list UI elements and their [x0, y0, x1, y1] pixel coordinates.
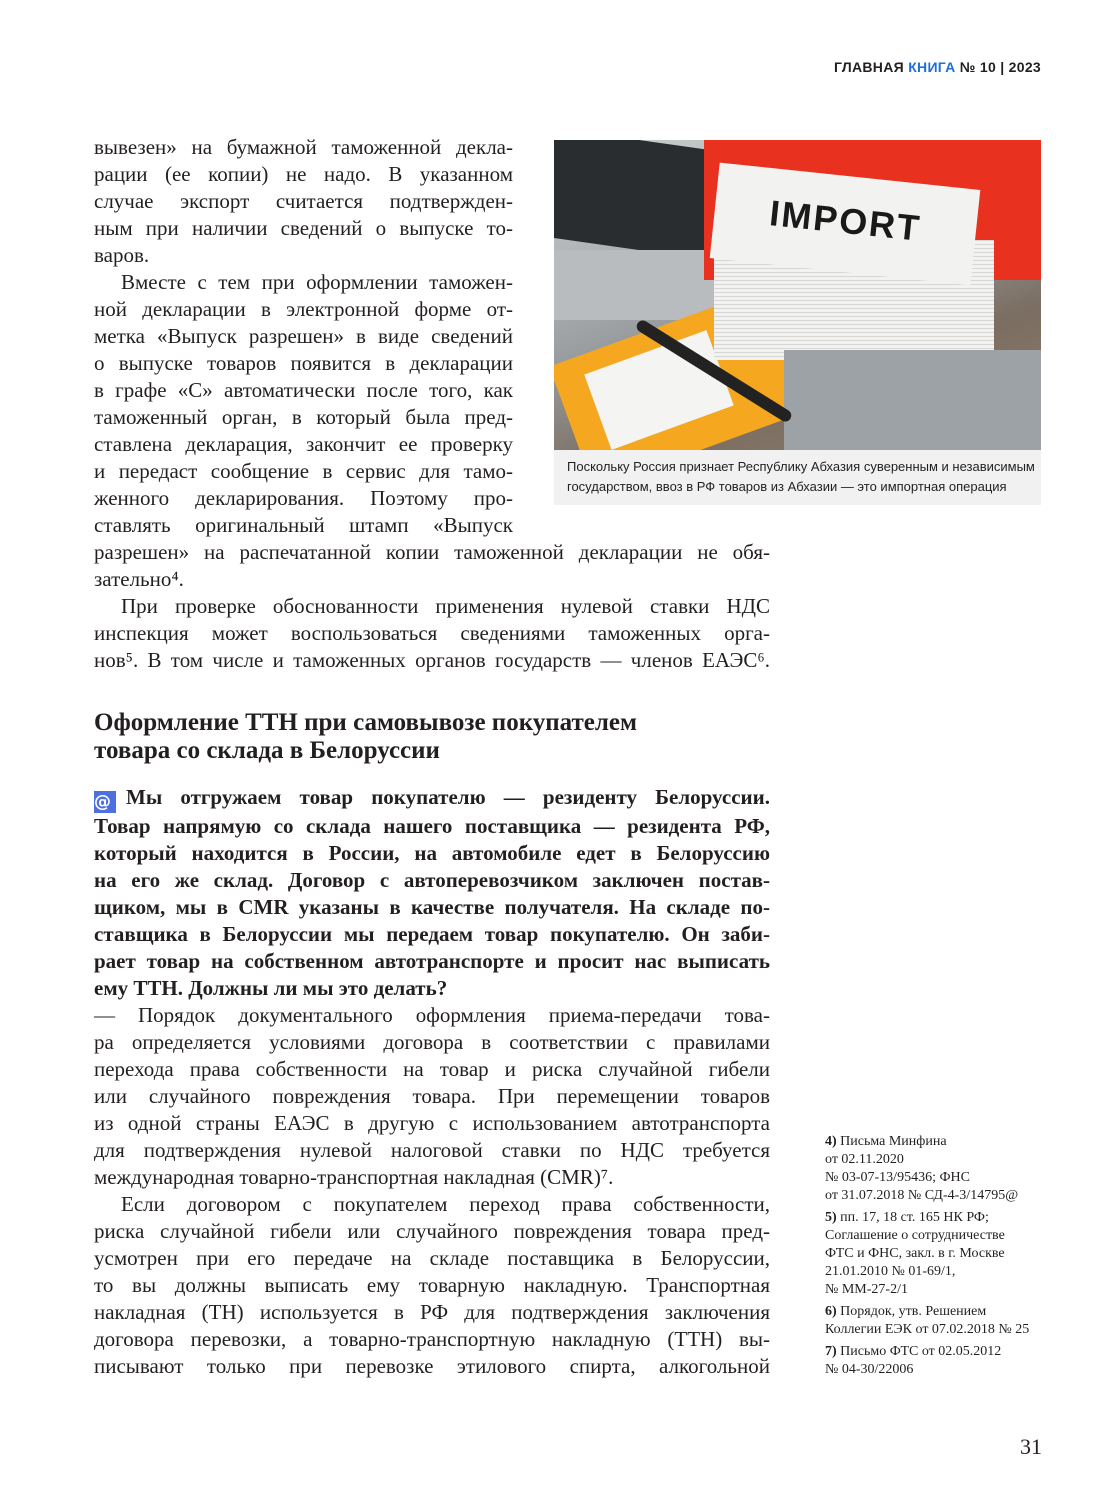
- footnote-6: [825, 1303, 1055, 1339]
- footnote-number: 4): [825, 1134, 837, 1149]
- text-line: в графе «С» автоматически после того, как: [94, 378, 513, 402]
- text-line: ным при наличии сведений о выпуске то-: [94, 216, 513, 240]
- text-line: метка «Выпуск разрешен» в виде сведений: [94, 324, 513, 348]
- text-line: ставлена декларация, закончит ее проверку: [94, 432, 513, 456]
- ring-mechanism: [784, 350, 1041, 450]
- footnote-line: Соглашение о сотрудничестве: [825, 1228, 1005, 1243]
- text-line: таможенный орган, в который была пред-: [94, 405, 513, 429]
- import-binder-photo: [554, 140, 1041, 450]
- text-line: ра определяется условиями договора в соответствии с правилами: [94, 1030, 770, 1054]
- text-line: и передаст сообщение в сервис для тамо-: [94, 459, 513, 483]
- paragraph-3: [94, 593, 770, 674]
- text-line: Вместе с тем при оформлении таможен-: [121, 270, 513, 294]
- heading-line: Оформление ТТН при самовывозе покупателем: [94, 709, 638, 736]
- text-line: то вы должны выписать ему товарную накладную. Транспортная: [94, 1273, 770, 1297]
- footnote-line: № 04-30/22006: [825, 1362, 914, 1377]
- footnote-line: от 31.07.2018 № СД-4-3/14795@: [825, 1188, 1019, 1203]
- section-heading: [94, 709, 774, 765]
- text-line: случае экспорт считается подтвержден-: [94, 189, 513, 213]
- text-line: инспекция может воспользоваться сведениями таможенных орга-: [94, 621, 770, 645]
- text-line: женного декларирования. Поэтому про-: [94, 486, 513, 510]
- text-line: договора перевозки, а товарно-транспортную накладную (ТТН) вы-: [94, 1327, 770, 1351]
- footnote-line: № ММ-27-2/1: [825, 1282, 908, 1297]
- text-line: ему ТТН. Должны ли мы это делать?: [94, 976, 448, 1000]
- text-line: на его же склад. Договор с автоперевозчиком заключен постав-: [94, 868, 770, 892]
- footnote-line: от 02.11.2020: [825, 1152, 904, 1167]
- footnote-7: [825, 1343, 1055, 1379]
- footnote-line: 21.01.2010 № 01-69/1,: [825, 1264, 956, 1279]
- photo-caption: [554, 450, 1041, 505]
- text-line: перехода права собственности на товар и риска случайной гибели: [94, 1057, 770, 1081]
- footnote-number: 7): [825, 1344, 837, 1359]
- footnote-line: № 03-07-13/95436; ФНС: [825, 1170, 970, 1185]
- text-line: Если договором с покупателем переход права собственности,: [121, 1192, 770, 1216]
- caption-line: государством, ввоз в РФ товаров из Абхазии — это импортная операция: [567, 479, 1007, 494]
- text-line: щиком, мы в CMR указаны в качестве получателя. На складе по-: [94, 895, 770, 919]
- text-line: — Порядок документального оформления приема-передачи това-: [94, 1003, 770, 1027]
- text-line: усмотрен при его передаче на складе поставщика в Белоруссии,: [94, 1246, 770, 1270]
- text-line: риска случайной гибели или случайного повреждения товара пред-: [94, 1219, 770, 1243]
- running-header: [834, 59, 1041, 75]
- text-line: зательно⁴.: [94, 567, 184, 591]
- text-line: из одной страны ЕАЭС в другую с использованием автотранспорта: [94, 1111, 770, 1135]
- text-line: варов.: [94, 243, 150, 267]
- text-line: который находится в России, на автомобиле едет в Белоруссию: [94, 841, 770, 865]
- footnote-number: 5): [825, 1210, 837, 1225]
- brand-part-accent: КНИГА: [908, 59, 956, 75]
- answer-paragraph-1: [94, 1002, 770, 1191]
- text-line: накладная (ТН) используется в РФ для подтверждения заключения: [94, 1300, 770, 1324]
- text-line: При проверке обоснованности применения нулевой ставки НДС: [121, 594, 770, 618]
- text-line: о выпуске товаров появится в декларации: [94, 351, 513, 375]
- issue-number: № 10 | 2023: [959, 59, 1041, 75]
- footnote-number: 6): [825, 1304, 837, 1319]
- laptop-shape: [554, 140, 724, 262]
- text-line: писывают только при перевозке этилового спирта, алкогольной: [94, 1354, 770, 1378]
- binder-label: IMPORT: [710, 163, 981, 286]
- footnote-line: Письма Минфина: [840, 1134, 947, 1149]
- text-line: или случайного повреждения товара. При перемещении товаров: [94, 1084, 770, 1108]
- text-line: вывезен» на бумажной таможенной декла-: [94, 135, 513, 159]
- footnote-line: ФТС и ФНС, закл. в г. Москве: [825, 1246, 1005, 1261]
- page-number: 31: [1020, 1434, 1042, 1459]
- text-line: Товар напрямую со склада нашего поставщика — резидента РФ,: [94, 814, 770, 838]
- footnote-line: Письмо ФТС от 02.05.2012: [840, 1344, 1002, 1359]
- text-line: нов⁵. В том числе и таможенных органов государств — членов ЕАЭС⁶.: [94, 648, 770, 672]
- text-line: для подтверждения нулевой налоговой ставки по НДС требуется: [94, 1138, 770, 1162]
- footnote-line: Порядок, утв. Решением: [840, 1304, 987, 1319]
- text-line: Мы отгружаем товар покупателю — резиденту Белоруссии.: [126, 785, 770, 809]
- footnote-line: пп. 17, 18 ст. 165 НК РФ;: [840, 1210, 989, 1225]
- text-line: разрешен» на распечатанной копии таможенной декларации не обя-: [94, 540, 770, 564]
- heading-line: товара со склада в Белоруссии: [94, 737, 440, 764]
- brand-part: ГЛАВНАЯ: [833, 59, 904, 75]
- footnote-5: [825, 1209, 1055, 1299]
- footnote-4: [825, 1133, 1055, 1205]
- text-line: ной декларации в электронной форме от-: [94, 297, 513, 321]
- text-line: рации (ее копии) не надо. В указанном: [94, 162, 513, 186]
- footnotes: [825, 1133, 1055, 1383]
- footnote-line: Коллегии ЕЭК от 07.02.2018 № 25: [825, 1322, 1030, 1337]
- text-line: рает товар на собственном автотранспорте и просит нас выписать: [94, 949, 770, 973]
- answer-paragraph-2: [94, 1191, 770, 1380]
- text-line: ставщика в Белоруссии мы передаем товар покупателю. Он заби-: [94, 922, 770, 946]
- question-block: [94, 784, 770, 1380]
- caption-line: Поскольку Россия признает Республику Абхазия суверенным и независимым: [567, 459, 1035, 474]
- text-line: ставлять оригинальный штамп «Выпуск: [94, 513, 513, 537]
- text-line: международная товарно-транспортная накладная (CMR)⁷.: [94, 1165, 614, 1189]
- email-at-icon: @: [94, 791, 116, 813]
